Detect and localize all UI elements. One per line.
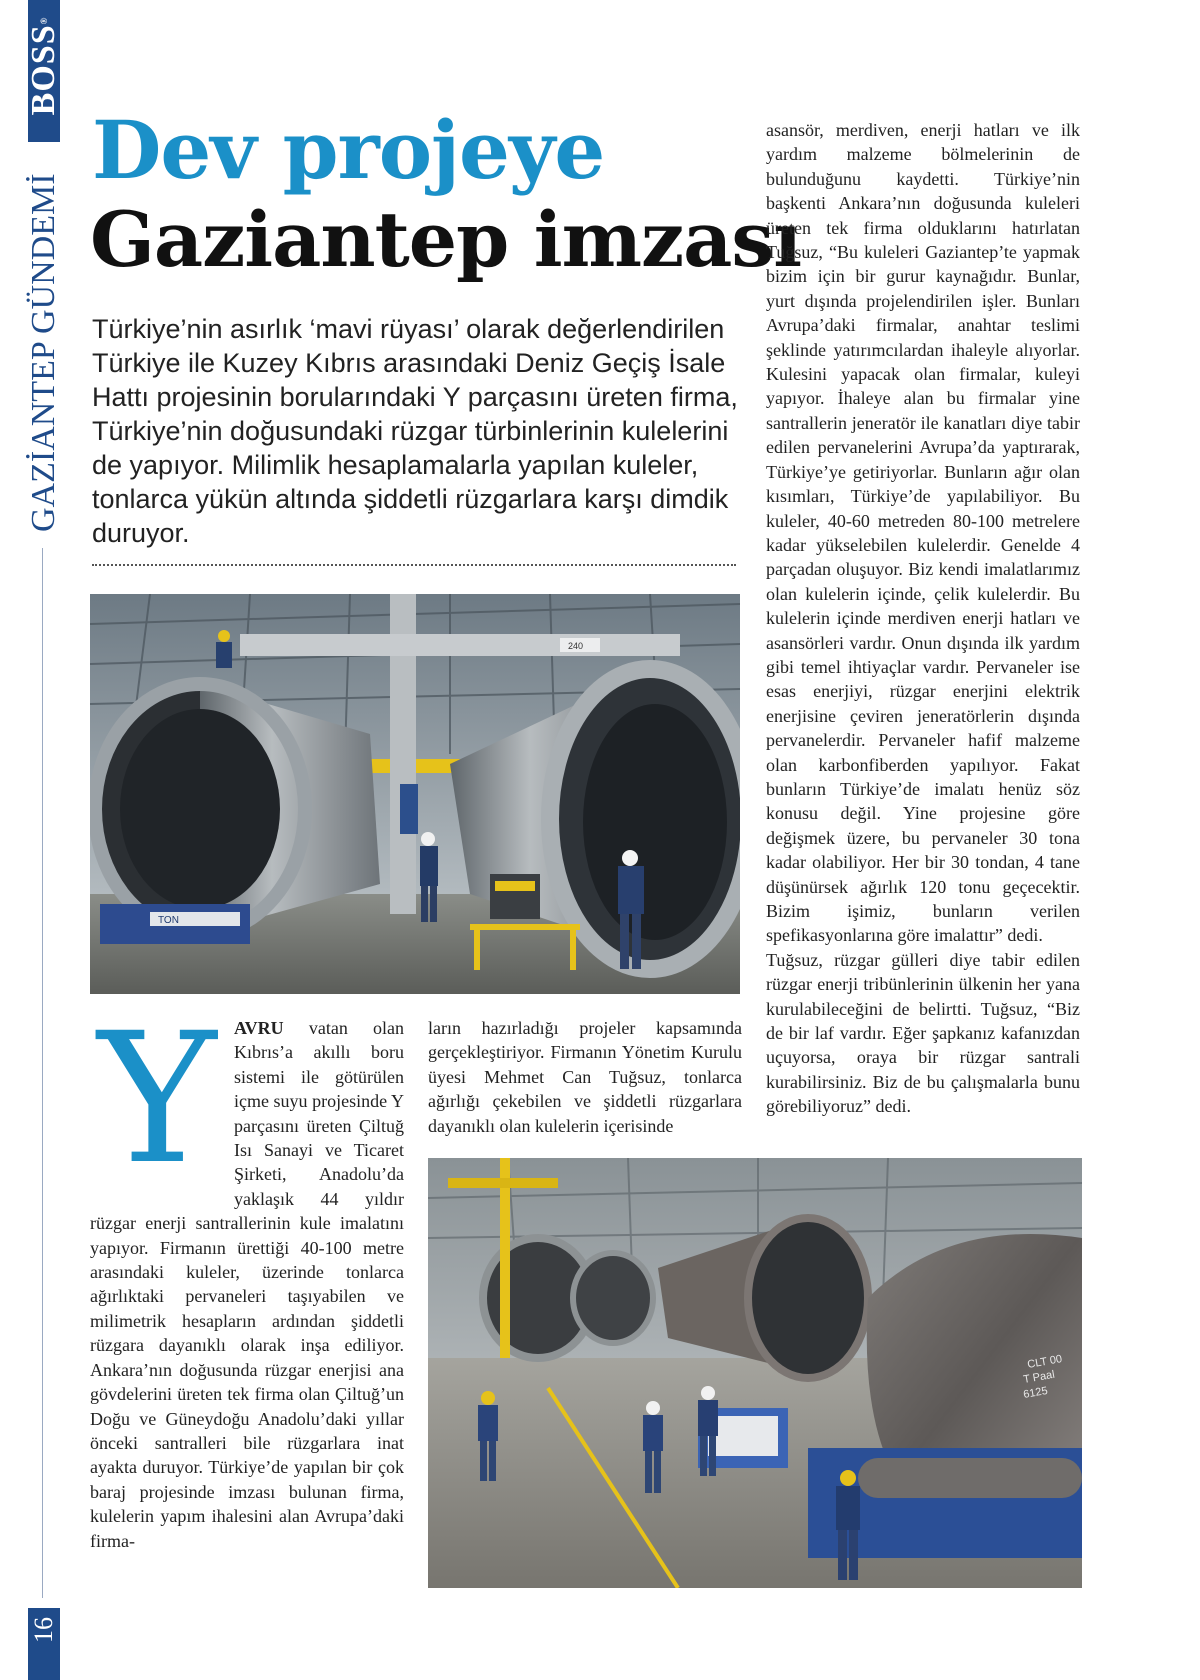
worker-figure: [216, 630, 232, 668]
factory-photo-towers-image: [90, 594, 740, 994]
lead-paragraph: Türkiye’nin asırlık ‘mavi rüyası’ olarak değerlendirilen Türkiye ile Kuzey Kıbrıs arasındaki Deniz Geçiş İsale Hattı projesinin borularındaki Y parçasını üreten firma, Türkiye’nin doğusundaki rüzgar türbinlerinin kulelerini de yapıyor. Milimlik hesaplamalarla yapılan kuleler, tonlarca yükün altında şiddetli rüzgarlara karşı dimdik duruyor.: [92, 314, 738, 548]
article-text-middle: ların hazırladığı projeler kapsamında gerçekleştiriyor. Firmanın Yönetim Kurulu üyesi Mehmet Can Tuğsuz, tonlarca ağırlığı çekebilen ve şiddetli rüzgarlara dayanıklı olan kulelerin içerisinde: [428, 1018, 742, 1136]
article-paragraph: asansör, merdiven, enerji hatları ve ilk yardım malzeme bölmelerinin de bulunduğunu kaydetti. Türkiye’nin başkenti Ankara’nın doğusunda kuleleri üreten tek firma olduklarını hatırlatan Tuğsuz, “Bu kuleleri Gaziantep’te yapmak bizim için bir gurur kaynağıdır. Bunlar, yurt dışında projelendirilen işler. Bunları Avrupa’daki firmalar, anahtar teslimi şeklinde yatırımcılardan ihaleyle alıyorlar. Kulesini yapacak olan firmalar, kuleyi yapıyor. İhaleye alan bu firmalar yine santrallerin jeneratör ile kanatları diye tabir edilen pervanelerini Avrupa’da yaptırarak, Türkiye’ye getiriyorlar. Bunların ağır olan kısımları, Türkiye’de yapılabiliyor. Bu kuleler, 40-60 metreden 80-100 metrelere kadar yükselebilen kulelerdir. Genelde 4 parçadan oluşuyor. Biz kendi imalatlarımız olan kulelerin içinde, çelik kulelerdir. Bu kulelerin içinde merdiven enerji hatları ve asansörleri vardır. Onun dışında ilk yardım gibi temel ihtiyaçlar vardır. Pervaneler ise esas enerjiyi, rüzgar enerjini elektrik enerjisine çeviren jeneratörlerin dışında pervanelerdir. Pervaneler hafif malzeme olan karbonfiberden yapılıyor. Fakat bunların Türkiye’de imalatı henüz söz konusu değil. Yine projesine göre değişmek üzere, bu pervaneler 30 tona kadar olabiliyor. Her bir 30 tondan, 4 tane düşünürsek ağırlık 120 tonu geçecektir. Bizim işimiz, bunların verilen spefikasyonlarına göre imalattır” dedi.: [766, 120, 1080, 946]
article-column-right: [766, 118, 1080, 1119]
factory-photo-towers: [90, 594, 740, 994]
trademark-mark: ®: [39, 16, 49, 25]
factory-photo-rolling: [428, 1158, 1082, 1588]
brand-name: BOSS: [25, 24, 62, 116]
article-column-left: [90, 995, 404, 1553]
cart-ton-label: TON: [158, 915, 179, 926]
steel-mark-3: 6125: [1022, 1384, 1049, 1401]
side-rail: [0, 0, 60, 1680]
drop-cap: Y: [97, 995, 217, 1204]
brand-logo: [26, 0, 62, 136]
article-text-left: vatan olan Kıbrıs’a akıllı boru sistemi ile götürülen içme suyu projesinde Y parçasını üreten Çiltuğ Isı Sanayi ve Ticaret Şirketi, Anadolu’da yaklaşık 44 yıldır rüzgar enerji santrallerinin kule imalatını yapıyor. Firmanın ürettiği 40-100 metre arasındaki kuleler, üzerinde tonlarca ağırlıktaki pervaneleri taşıyabilen ve milimetrik hesapların ardından şiddetli rüzgara dayanıklı olarak inşa ediliyor. Ankara’nın doğusunda rüzgar enerjisi ana gövdelerini üreten tek firma olan Çiltuğ’un Doğu ve Güneydoğu Anadolu’daki yıllar önceki santralleri bile rüzgarlara inat ayakta duruyor. Türkiye’de yapılan bir çok baraj projesinde imzası bulunan firma, kulelerin yapım ihalesini alan Avrupa’daki firma-: [90, 1018, 404, 1551]
headline-line-1: Dev projeye: [92, 103, 605, 197]
article-column-middle: [428, 1016, 742, 1138]
headline-line-2: Gaziantep imzası: [90, 195, 802, 284]
dotted-divider: [92, 564, 736, 566]
steel-mark-1: CLT 00: [1026, 1353, 1064, 1371]
page-number: 16: [29, 1617, 58, 1643]
boom-number-label: 240: [568, 641, 584, 651]
article-first-word: AVRU: [234, 1018, 284, 1038]
section-title: GAZİANTEP GÜNDEMİ: [25, 173, 62, 532]
factory-photo-rolling-image: [428, 1158, 1082, 1588]
rail-divider: [42, 548, 43, 1598]
article-paragraph: Tuğsuz, rüzgar gülleri diye tabir edilen rüzgar enerji tribünlerinin ülkenin her yana kurulabileceğini de belirtti. Tuğsuz, “Biz de bir laf vardır. Eğer şapkanız kafanızdan uçuyorsa, oraya bir rüzgar santrali kurabilirsiniz. Biz de bu çalışmalarla bunu görebiliyoruz” dedi.: [766, 949, 1080, 1117]
steel-mark-2: T Paal: [1022, 1368, 1056, 1386]
